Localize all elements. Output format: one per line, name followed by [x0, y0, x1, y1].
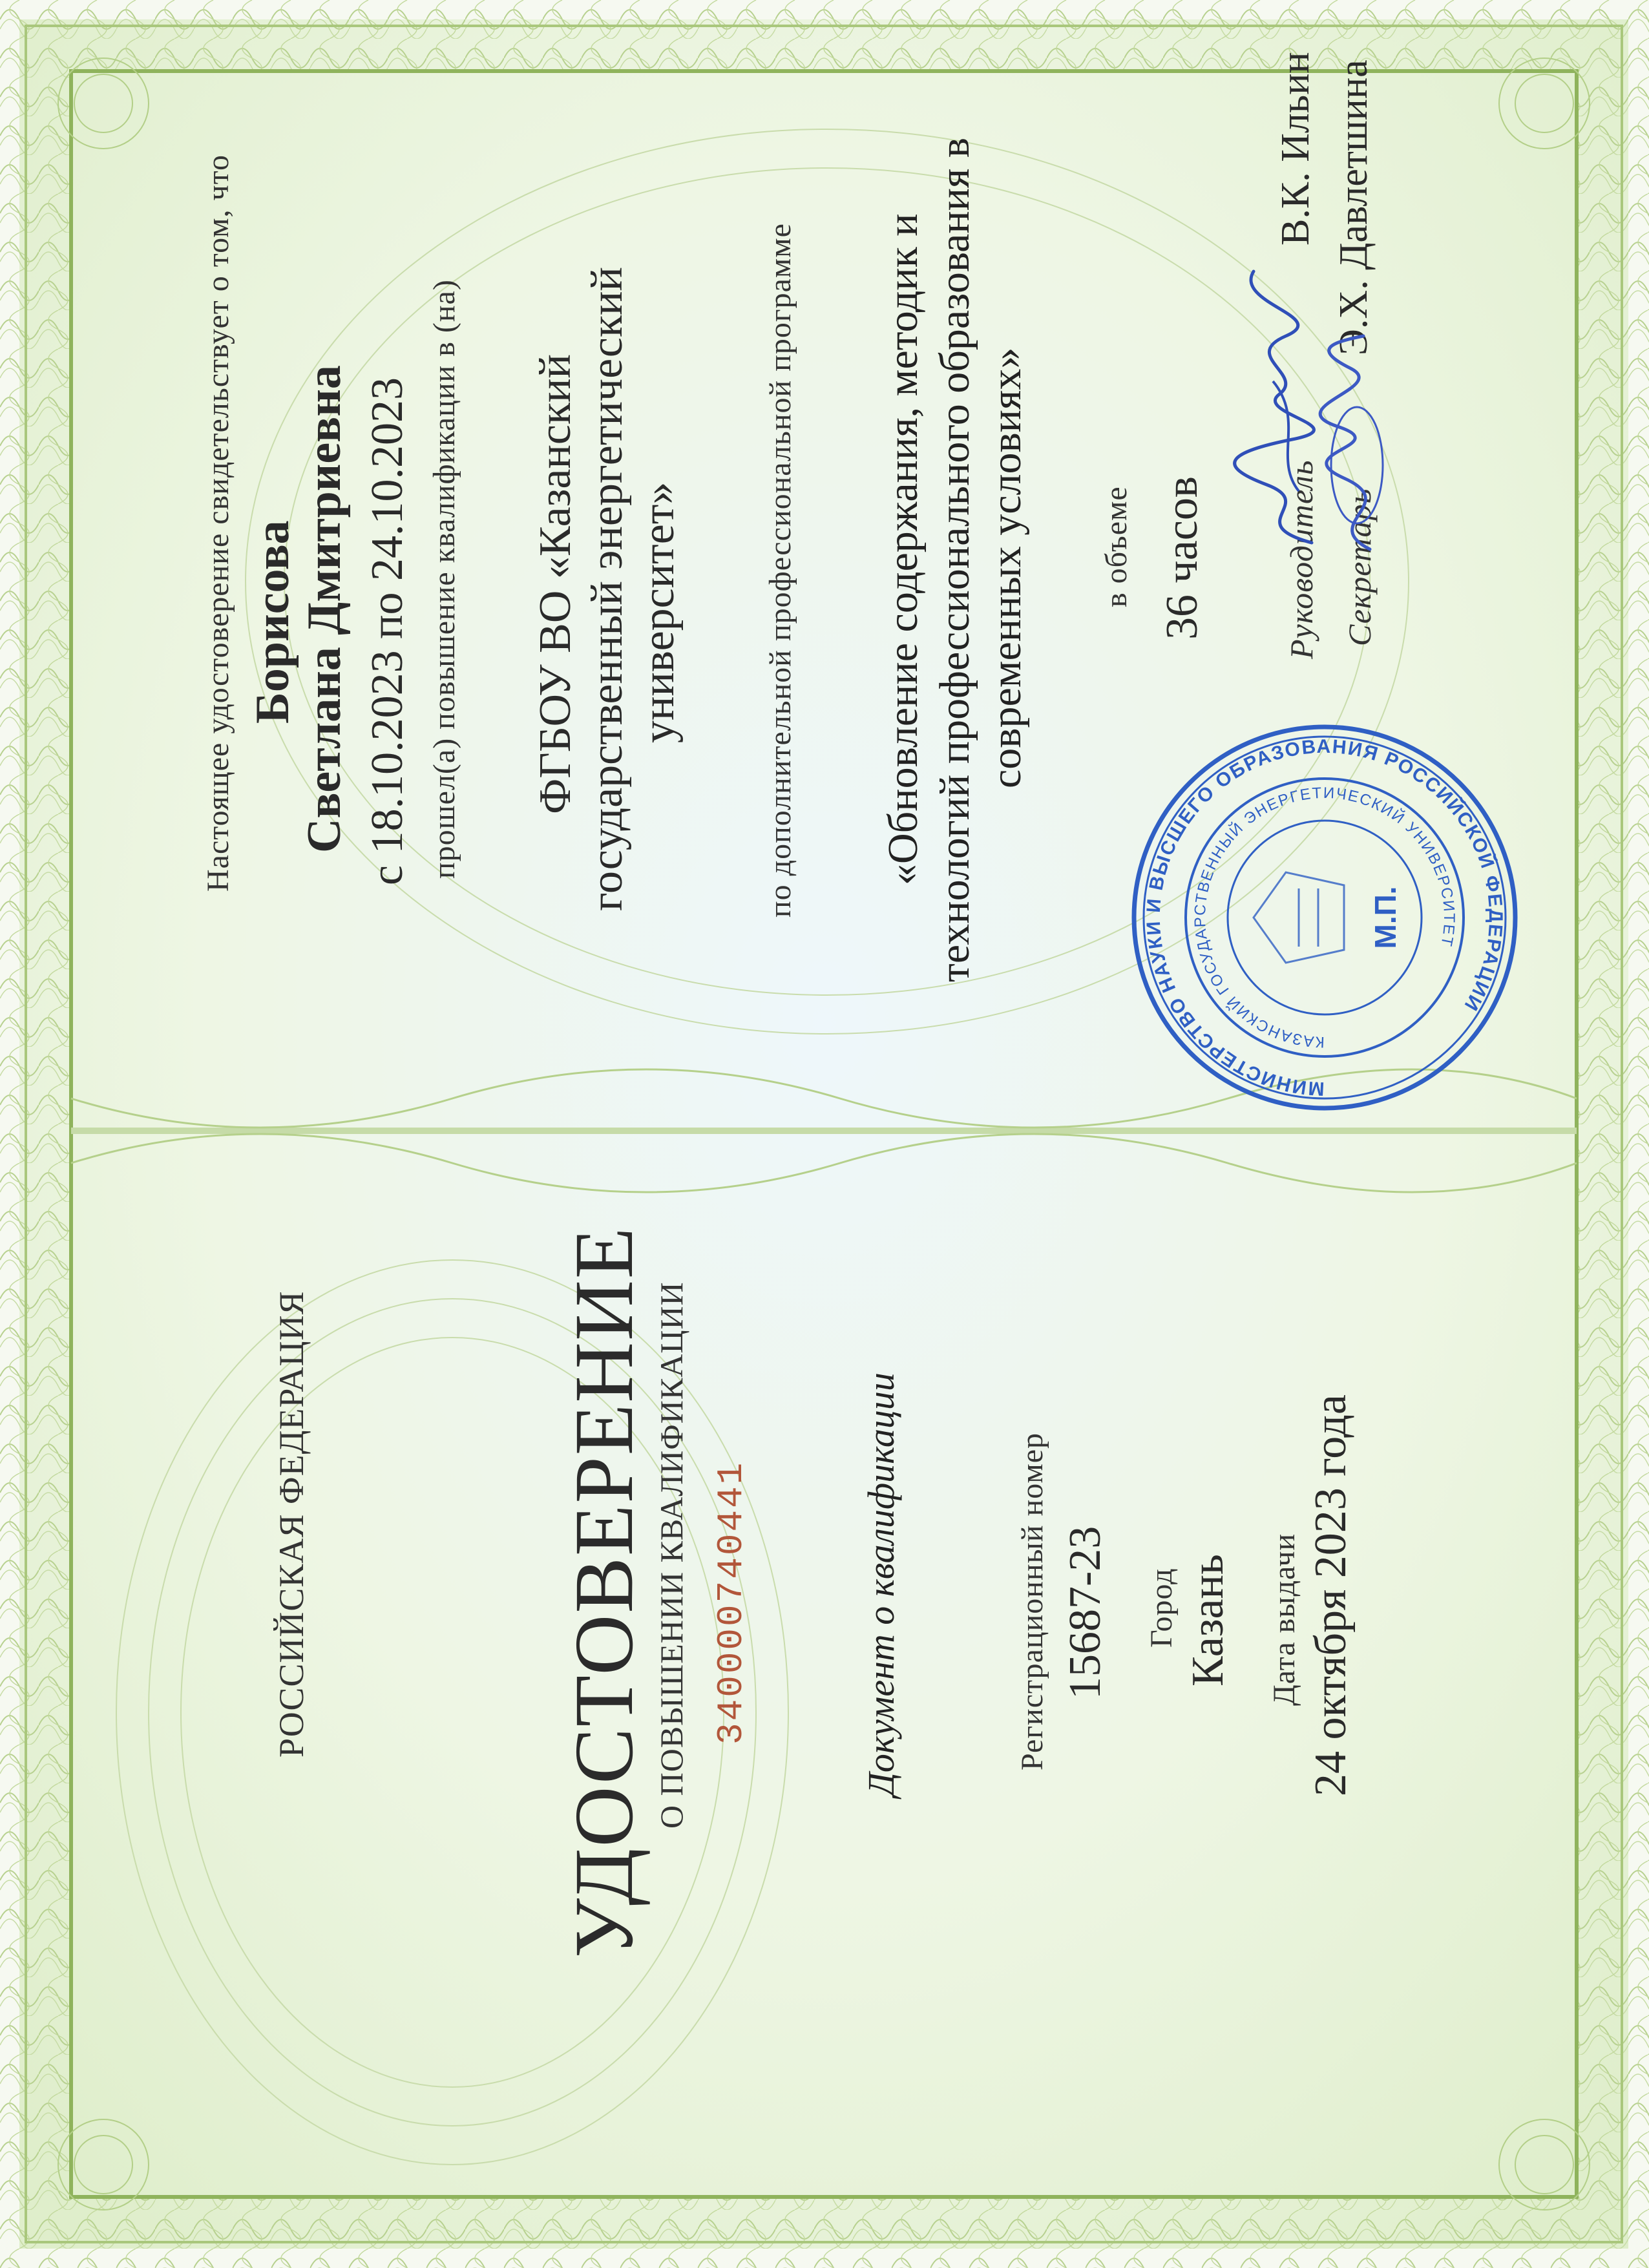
- certificate-title: УДОСТОВЕРЕНИЕ: [558, 1226, 651, 1958]
- document-type: Документ о квалификации: [860, 1372, 902, 1796]
- volume-label: в объеме: [1099, 486, 1133, 607]
- issue-date-label: Дата выдачи: [1267, 1533, 1301, 1706]
- country-label: РОССИЙСКАЯ ФЕДЕРАЦИЯ: [272, 1290, 311, 1758]
- organization-line-2: государственный энергетический: [582, 267, 632, 911]
- seal-outer-text: МИНИСТЕРСТВО НАУКИ И ВЫСШЕГО ОБРАЗОВАНИЯ РОССИЙСКОЙ ФЕДЕРАЦИИ: [1142, 735, 1507, 1100]
- intro-text: Настоящее удостоверение свидетельствует о том, что: [201, 154, 235, 892]
- issue-date-value: 24 октября 2023 года: [1306, 1394, 1356, 1796]
- city-value: Казань: [1183, 1554, 1233, 1686]
- seal-inner-text: КАЗАНСКИЙ ГОСУДАРСТВЕННЫЙ ЭНЕРГЕТИЧЕСКИЙ УНИВЕРСИТЕТ: [1191, 784, 1458, 1051]
- seal-center-mark: М.П.: [1369, 886, 1402, 949]
- program-title-line-2: технологий профессионального образования в: [931, 137, 978, 982]
- svg-text:КАЗАНСКИЙ ГОСУДАРСТВЕННЫЙ ЭНЕР: [1192, 784, 1458, 1051]
- volume-value: 36 часов: [1157, 476, 1207, 640]
- person-surname: Борисова: [246, 520, 299, 724]
- certificate-number: 340000740441: [711, 1460, 752, 1745]
- secretary-signature: [1305, 330, 1409, 562]
- registration-number: 15687-23: [1060, 1526, 1110, 1699]
- secretary-name: Э.Х. Давлетшина: [1332, 59, 1376, 355]
- head-role: Руководитель: [1283, 459, 1319, 659]
- head-name: В.К. Ильин: [1274, 52, 1318, 246]
- organization-line-1: ФГБОУ ВО «Казанский: [530, 354, 580, 814]
- organization-line-3: университет»: [634, 481, 684, 743]
- passed-text: прошел(а) повышение квалификации в (на): [427, 279, 461, 879]
- program-label: по дополнительной профессиональной программе: [763, 223, 797, 918]
- registration-label: Регистрационный номер: [1015, 1432, 1049, 1770]
- certificate-subtitle: О ПОВЫШЕНИИ КВАЛИФИКАЦИИ: [653, 1281, 689, 1829]
- official-seal: [1124, 717, 1525, 1118]
- training-period: с 18.10.2023 по 24.10.2023: [362, 377, 412, 885]
- program-title-line-1: «Обновление содержания, методик и: [879, 213, 927, 885]
- city-label: Город: [1144, 1568, 1179, 1648]
- program-title-line-3: современных условиях»: [983, 347, 1030, 788]
- secretary-role: Секретарь: [1341, 488, 1378, 646]
- person-name: Светлана Дмитриевна: [298, 365, 351, 853]
